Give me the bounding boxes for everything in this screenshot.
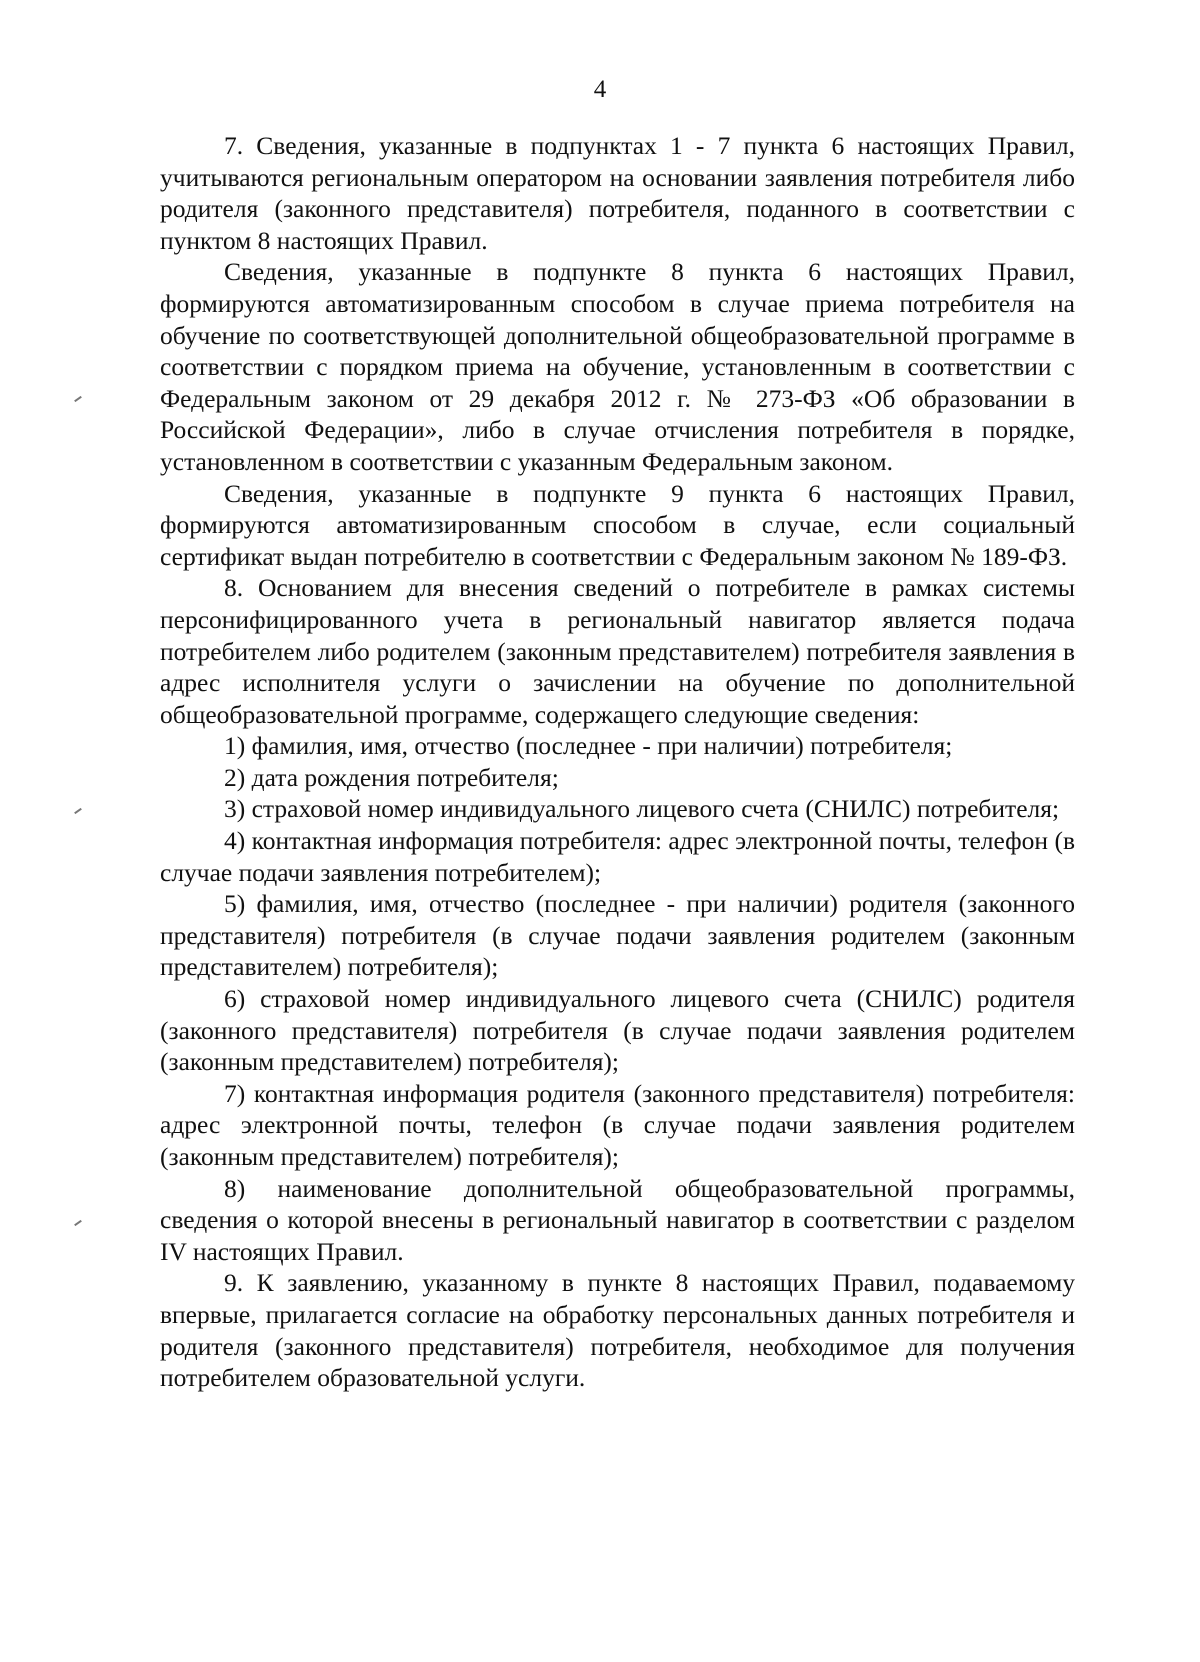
paragraph-8: 8. Основанием для внесения сведений о потребителе в рамках системы персонифицированного учета в региональный навигатор является подача потребителем либо родителем (законным представителем) потребителя заявления в адрес исполнителя услуги о зачислении на обучение по дополнительной общеобразовательной программе, содержащего следующие сведения: xyxy=(160,573,1075,729)
paragraph-7-subpoint-8-info: Сведения, указанные в подпункте 8 пункта 6 настоящих Правил, формируются автоматизированным способом в случае приема потребителя на обучение по соответствующей дополнительной общеобразовательной программе в соответствии с порядком приема на обучение, установленным в соответствии с Федеральным законом от 29 декабря 2012 г. № 273-ФЗ «Об образовании в Российской Федерации», либо в случае отчисления потребителя в порядке, установленном в соответствии с указанным Федеральным законом. xyxy=(160,257,1075,476)
list-item-4: 4) контактная информация потребителя: адрес электронной почты, телефон (в случае подачи заявления потребителем); xyxy=(160,826,1075,887)
list-item-8: 8) наименование дополнительной общеобразовательной программы, сведения о которой внесены в региональный навигатор в соответствии с разделом IV настоящих Правил. xyxy=(160,1173,1075,1266)
list-item-5: 5) фамилия, имя, отчество (последнее - при наличии) родителя (законного представителя) потребителя (в случае подачи заявления родителем (законным представителем) потребителя); xyxy=(160,889,1075,982)
margin-mark xyxy=(74,396,82,402)
list-item-3: 3) страховой номер индивидуального лицевого счета (СНИЛС) потребителя; xyxy=(224,794,1060,824)
page-number: 4 xyxy=(593,76,607,103)
margin-mark xyxy=(74,808,82,814)
paragraph-9: 9. К заявлению, указанному в пункте 8 настоящих Правил, подаваемому впервые, прилагается согласие на обработку персональных данных потребителя и родителя (законного представителя) потребителя, необходимое для получения потребителем образовательной услуги. xyxy=(160,1268,1075,1393)
paragraph-7: 7. Сведения, указанные в подпунктах 1 - 7 пункта 6 настоящих Правил, учитываются региональным оператором на основании заявления потребителя либо родителя (законного представителя) потребителя, поданного в соответствии с пунктом 8 настоящих Правил. xyxy=(160,131,1075,255)
list-item-6: 6) страховой номер индивидуального лицевого счета (СНИЛС) родителя (законного представителя) потребителя (в случае подачи заявления родителем (законным представителем) потребителя); xyxy=(160,984,1075,1077)
list-item-2: 2) дата рождения потребителя; xyxy=(224,762,559,792)
list-item-1: 1) фамилия, имя, отчество (последнее - при наличии) потребителя; xyxy=(224,731,953,761)
document-body xyxy=(160,130,1075,1394)
margin-mark xyxy=(74,1220,82,1226)
paragraph-7-subpoint-9-info: Сведения, указанные в подпункте 9 пункта 6 настоящих Правил, формируются автоматизированным способом в случае, если социальный сертификат выдан потребителю в соответствии с Федеральным законом № 189-ФЗ. xyxy=(160,478,1075,571)
list-item-7: 7) контактная информация родителя (законного представителя) потребителя: адрес электронной почты, телефон (в случае подачи заявления родителем (законным представителем) потребителя); xyxy=(160,1078,1075,1171)
